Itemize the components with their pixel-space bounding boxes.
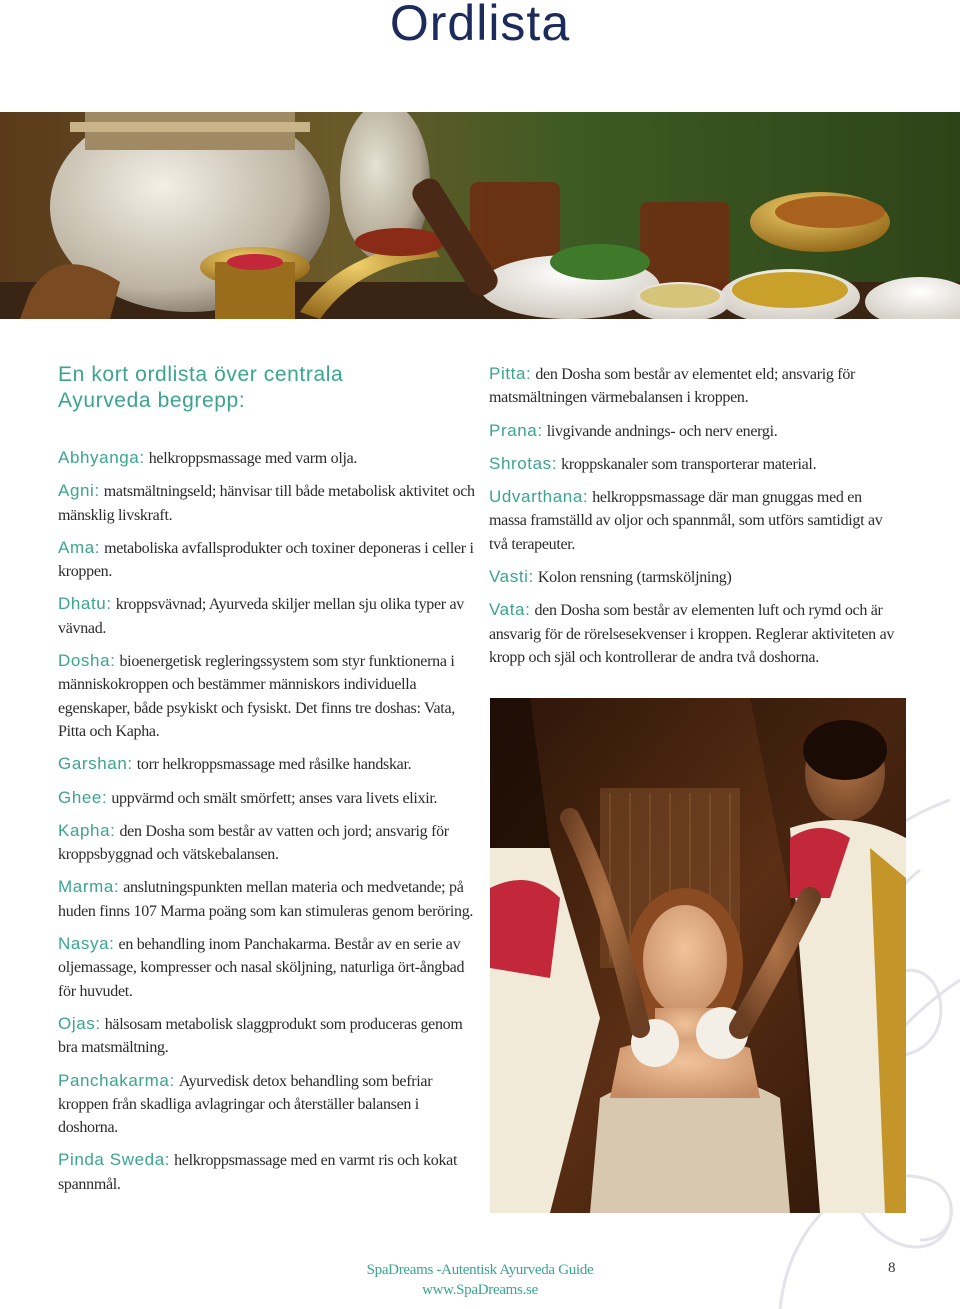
glossary-entry-garshan bbox=[58, 752, 478, 776]
glossary-entry-ama bbox=[58, 536, 478, 584]
glossary-term: Ojas: bbox=[58, 1013, 101, 1033]
page-number: 8 bbox=[888, 1260, 896, 1276]
glossary-definition: Ayurvedisk detox behandling som befriar kroppen från skadliga avlagringar och återställer balansen i doshorna. bbox=[58, 1072, 433, 1137]
glossary-entry-ojas bbox=[58, 1012, 478, 1060]
glossary-term: Abhyanga: bbox=[58, 448, 145, 467]
glossary-entry-ghee bbox=[58, 786, 478, 810]
glossary-term: Garshan: bbox=[58, 754, 133, 774]
glossary-definition: helkroppsmassage där man gnuggas med en massa framställd av oljor och spannmål, som utförs samtidigt av två terapeuter. bbox=[489, 489, 883, 553]
glossary-term: Prana: bbox=[489, 420, 543, 440]
glossary-definition: den Dosha som består av vatten och jord; ansvarig för kroppsbyggnad och vätskebalansen. bbox=[58, 822, 449, 864]
glossary-entry-prana bbox=[489, 419, 899, 443]
glossary-definition: kroppskanaler som transporterar material. bbox=[561, 455, 817, 473]
glossary-entry-pinda-sweda bbox=[58, 1148, 478, 1196]
footer-website-link[interactable]: www.SpaDreams.se bbox=[422, 1282, 538, 1298]
footer-guide-title: SpaDreams -Autentisk Ayurveda Guide bbox=[366, 1262, 594, 1278]
glossary-term: Agni: bbox=[58, 481, 100, 501]
glossary-term: Pitta: bbox=[489, 364, 532, 383]
intro-heading-line2: Ayurveda begrepp: bbox=[58, 389, 246, 412]
glossary-right-column bbox=[489, 362, 899, 678]
glossary-term: Shrotas: bbox=[489, 453, 558, 473]
glossary-term: Marma: bbox=[58, 877, 120, 897]
glossary-entry-abhyanga bbox=[58, 446, 478, 470]
glossary-entry-dosha bbox=[58, 649, 478, 743]
glossary-definition: torr helkroppsmassage med råsilke handskar. bbox=[136, 756, 412, 774]
glossary-entry-agni bbox=[58, 479, 478, 527]
glossary-entry-vasti bbox=[489, 565, 899, 589]
glossary-left-column bbox=[58, 362, 478, 1205]
glossary-entry-shrotas bbox=[489, 452, 899, 476]
glossary-definition: bioenergetisk regleringssystem som styr funktionerna i människokroppen och bestämmer människors individuella egenskaper, både psykiskt och fysiskt. Det finns tre doshas: Vata, Pitta och Kapha. bbox=[58, 653, 455, 740]
glossary-term: Vasti: bbox=[489, 567, 534, 587]
glossary-term: Ghee: bbox=[58, 787, 108, 807]
glossary-term: Udvarthana: bbox=[489, 487, 589, 507]
intro-heading-line1: En kort ordlista över centrala bbox=[58, 363, 344, 386]
glossary-term: Ama: bbox=[58, 537, 101, 557]
glossary-definition: metaboliska avfallsprodukter och toxiner deponeras i celler i kroppen. bbox=[58, 539, 474, 581]
glossary-entry-nasya bbox=[58, 932, 478, 1003]
glossary-definition: den Dosha som består av elementen luft och rymd och är ansvarig för de rörelsesekvenser i kroppen. Reglerar aktiviteten av kropp och själ och kontrollerar de andra två doshorna. bbox=[489, 602, 895, 666]
glossary-definition: livgivande andnings- och nerv energi. bbox=[546, 422, 778, 440]
glossary-entry-pitta bbox=[489, 362, 899, 410]
glossary-term: Panchakarma: bbox=[58, 1070, 175, 1090]
glossary-definition: Kolon rensning (tarmsköljning) bbox=[537, 569, 732, 587]
glossary-definition: kroppsvävnad; Ayurveda skiljer mellan sju olika typer av vävnad. bbox=[58, 596, 464, 637]
glossary-term: Dhatu: bbox=[58, 594, 112, 614]
glossary-term: Nasya: bbox=[58, 934, 115, 954]
glossary-definition: anslutningspunkten mellan materia och medvetande; på huden finns 107 Marma poäng som kan stimuleras genom beröring. bbox=[58, 879, 474, 920]
glossary-entry-marma bbox=[58, 875, 478, 923]
glossary-definition: en behandling inom Panchakarma. Består av en serie av oljemassage, kompresser och nasal sköljning, naturliga ört-ångbad för huvudet. bbox=[58, 936, 465, 1000]
glossary-definition: hälsosam metabolisk slaggprodukt som produceras genom bra matsmältning. bbox=[58, 1015, 463, 1057]
footer bbox=[0, 1260, 960, 1300]
glossary-entry-panchakarma bbox=[58, 1069, 478, 1140]
glossary-entry-kapha bbox=[58, 819, 478, 867]
spa-treatment-photo bbox=[490, 698, 906, 1213]
page-title: Ordlista bbox=[389, 0, 571, 51]
glossary-definition: helkroppsmassage med en varmt ris och kokat spannmål. bbox=[58, 1152, 458, 1193]
glossary-definition: uppvärmd och smält smörfett; anses vara livets elixir. bbox=[111, 789, 438, 807]
glossary-definition: den Dosha som består av elementet eld; ansvarig för matsmältningen värmebalansen i kroppen. bbox=[489, 366, 856, 407]
intro-heading bbox=[58, 362, 478, 414]
glossary-entry-udvarthana bbox=[489, 485, 899, 556]
glossary-definition: helkroppsmassage med varm olja. bbox=[148, 450, 358, 467]
glossary-term: Kapha: bbox=[58, 820, 116, 840]
glossary-definition: matsmältningseld; hänvisar till både metabolisk aktivitet och mänsklig livskraft. bbox=[58, 483, 475, 524]
glossary-entry-vata bbox=[489, 598, 899, 669]
hero-image-ayurveda-herbs bbox=[0, 112, 960, 319]
glossary-term: Dosha: bbox=[58, 651, 116, 671]
glossary-term: Pinda Sweda: bbox=[58, 1150, 171, 1170]
glossary-term: Vata: bbox=[489, 600, 531, 620]
glossary-entry-dhatu bbox=[58, 592, 478, 640]
